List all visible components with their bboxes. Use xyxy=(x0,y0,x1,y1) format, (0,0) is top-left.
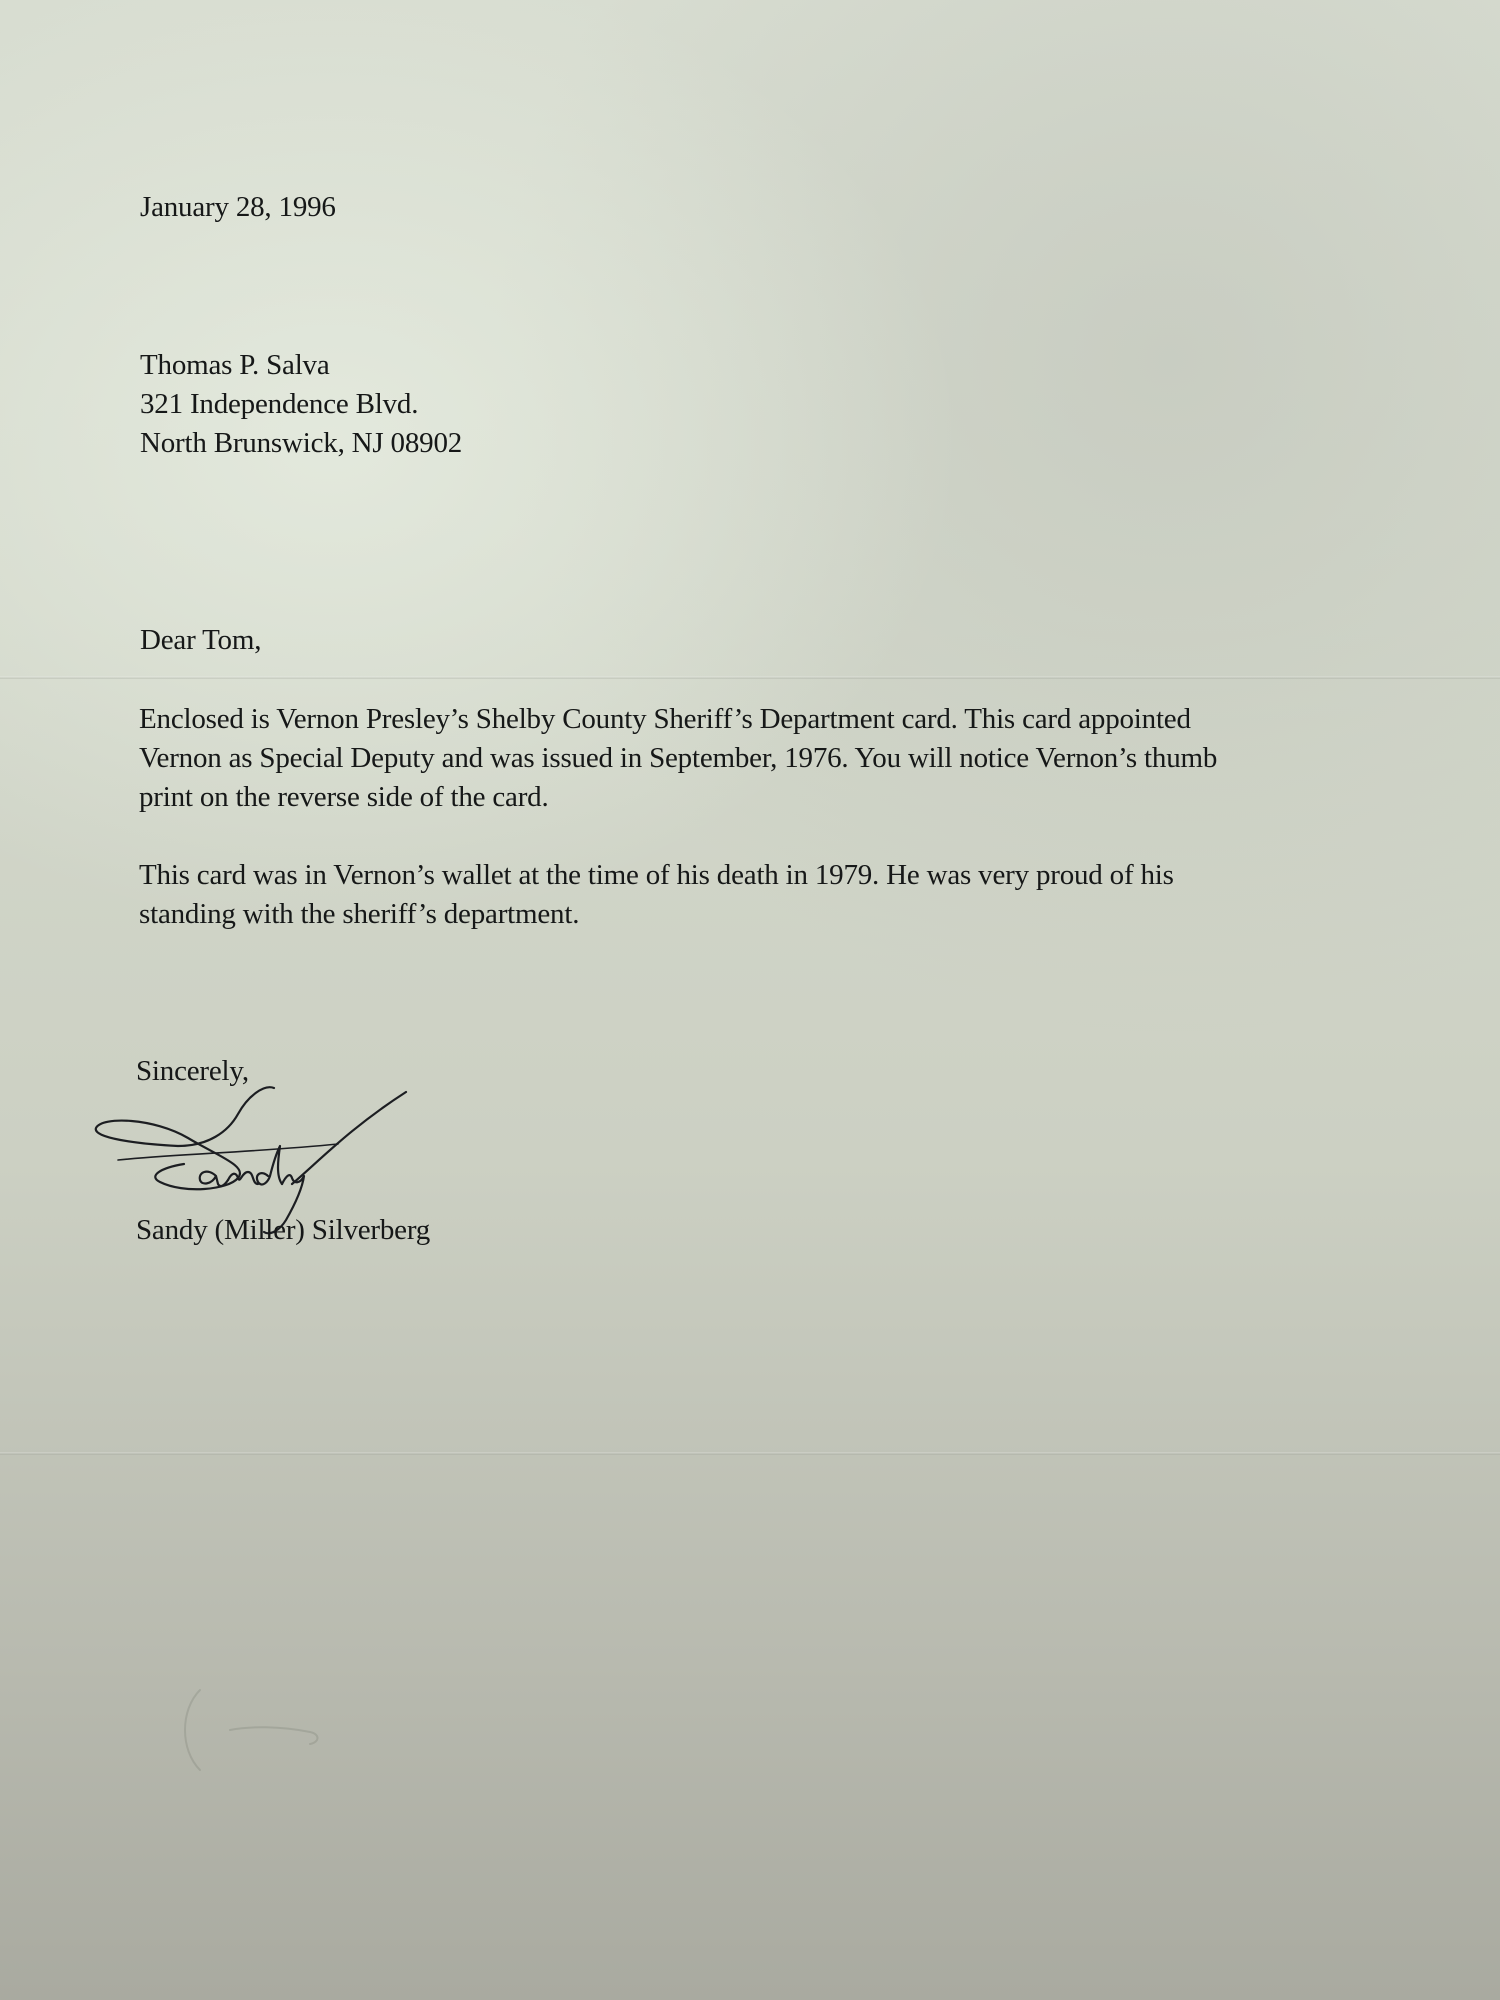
recipient-street: 321 Independence Blvd. xyxy=(140,388,419,420)
recipient-city-state-zip: North Brunswick, NJ 08902 xyxy=(140,427,463,459)
recipient-name: Thomas P. Salva xyxy=(140,349,330,381)
paper-fold-crease-top xyxy=(0,676,1500,679)
paragraph-line: Enclosed is Vernon Presley’s Shelby County Sheriff’s Department card. This card appointed xyxy=(139,703,1191,735)
paragraph-line: print on the reverse side of the card. xyxy=(139,781,549,813)
body-paragraph-1 xyxy=(139,700,1429,817)
closing: Sincerely, xyxy=(136,1055,249,1087)
salutation: Dear Tom, xyxy=(140,624,262,656)
body-paragraph-2 xyxy=(139,856,1429,934)
paragraph-line: Vernon as Special Deputy and was issued in September, 1976. You will notice Vernon’s thumb xyxy=(139,742,1218,774)
paper-fold-crease-bottom xyxy=(0,1452,1500,1455)
recipient-address-block xyxy=(140,346,462,463)
letter-date: January 28, 1996 xyxy=(140,191,336,223)
signature-text: Sandy xyxy=(88,1080,91,1081)
paragraph-line: This card was in Vernon’s wallet at the time of his death in 1979. He was very proud of his xyxy=(139,859,1174,891)
ink-bleed-through-mark xyxy=(170,1670,370,1790)
paragraph-line: standing with the sheriff’s department. xyxy=(139,898,580,930)
signer-name: Sandy (Miller) Silverberg xyxy=(136,1214,431,1246)
